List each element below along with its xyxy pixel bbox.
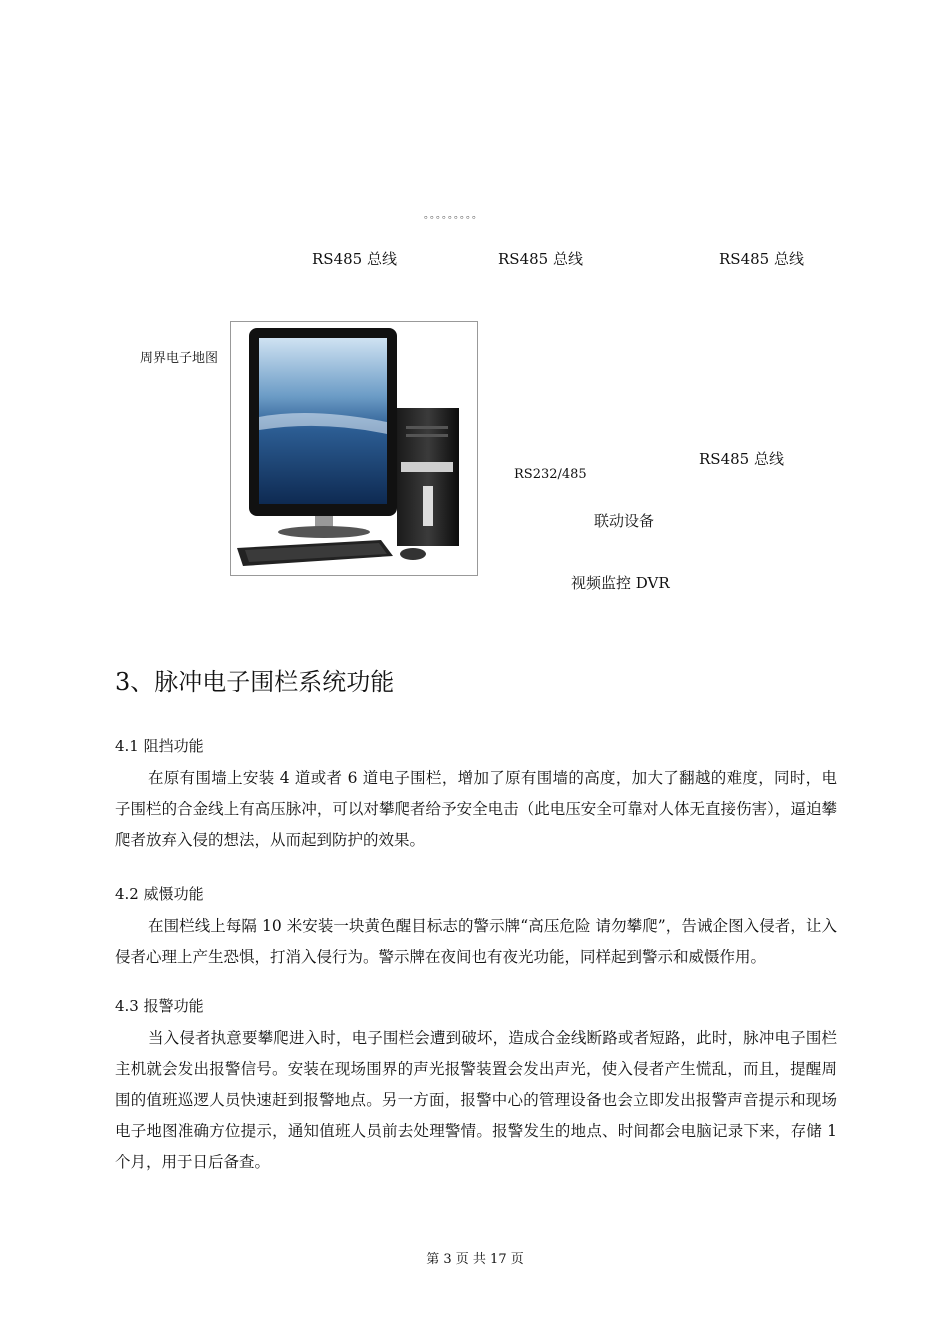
dvr-label: 视频监控 DVR bbox=[571, 574, 670, 592]
subsection-text-3: 当入侵者执意要攀爬进入时，电子围栏会遭到破坏，造成合金线断路或者短路，此时，脉冲电子围栏主机就会发出报警信号。安装在现场围界的声光报警装置会发出声光，使入侵者产生慌乱，而且，提醒周围的值班巡逻人员快速赶到报警地点。另一方面，报警中心的管理设备也会立即发出报警声音提示和现场电子地图准确方位提示，通知值班人员前去处理警情。报警发生的地点、时间都会电脑记录下来，存储 1 个月，用于日后备查。 bbox=[115, 1029, 837, 1171]
linkage-device-label: 联动设备 bbox=[594, 512, 655, 530]
subsection-heading-2: 4.2 威慑功能 bbox=[115, 885, 204, 903]
rs232-label: RS232/485 bbox=[514, 467, 587, 482]
subsection-heading-3: 4.3 报警功能 bbox=[115, 997, 204, 1015]
desktop-computer-icon bbox=[231, 322, 477, 575]
bus-label-3: RS485 总线 bbox=[719, 250, 804, 268]
subsection-text-1: 在原有围墙上安装 4 道或者 6 道电子围栏，增加了原有围墙的高度，加大了翻越的难度，同时，电子围栏的合金线上有高压脉冲，可以对攀爬者给予安全电击（此电压安全可靠对人体无直接伤害），逼迫攀爬者放弃入侵的想法，从而起到防护的效果。 bbox=[115, 769, 837, 849]
bus-label-right: RS485 总线 bbox=[699, 450, 784, 468]
section-title: 3、脉冲电子围栏系统功能 bbox=[115, 668, 395, 696]
subsection-heading-1: 4.1 阻挡功能 bbox=[115, 737, 204, 755]
subsection-text-2: 在围栏线上每隔 10 米安装一块黄色醒目标志的警示牌“高压危险 请勿攀爬”，告诫企图入侵者，让入侵者心理上产生恐惧，打消入侵行为。警示牌在夜间也有夜光功能，同样起到警示和威慑作用。 bbox=[115, 917, 837, 966]
map-label: 周界电子地图 bbox=[140, 351, 219, 366]
computer-image bbox=[230, 321, 478, 576]
dot-separator: 。。。。。。。。。 bbox=[424, 210, 483, 221]
page-footer: 第 3 页 共 17 页 bbox=[426, 1252, 524, 1267]
bus-label-2: RS485 总线 bbox=[498, 250, 583, 268]
bus-label-1: RS485 总线 bbox=[312, 250, 397, 268]
